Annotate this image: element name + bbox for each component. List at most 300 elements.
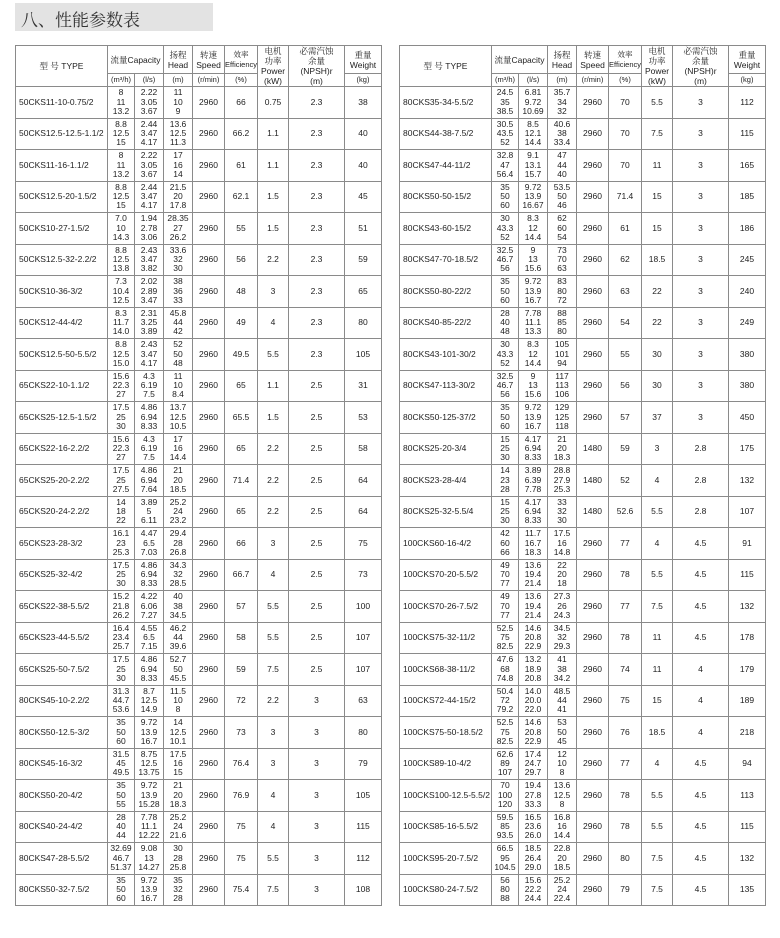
capacity-m3h-cell-value: 35 xyxy=(500,96,510,107)
capacity-ls-cell-value: 16.7 xyxy=(140,735,158,746)
capacity-ls-cell xyxy=(135,780,164,812)
efficiency-header: 效率 Efficiency xyxy=(609,46,642,74)
head-cell-value: 60 xyxy=(557,222,567,233)
capacity-m3h-cell-value: 60 xyxy=(116,735,126,746)
capacity-ls-cell-value: 21.4 xyxy=(524,578,542,589)
model-cell: 65CKS22-16-2.2/2 xyxy=(16,433,108,465)
head-cell-value: 25.2 xyxy=(169,811,187,822)
capacity-m3h-cell-value: 27.5 xyxy=(112,483,130,494)
speed-cell: 1480 xyxy=(577,465,609,497)
capacity-ls-cell xyxy=(135,811,164,843)
power-cell: 2.2 xyxy=(258,465,289,497)
capacity-m3h-cell xyxy=(492,87,519,119)
head-cell xyxy=(548,622,577,654)
head-cell-value: 72 xyxy=(557,294,567,305)
speed-cell: 2960 xyxy=(577,276,609,308)
capacity-ls-cell-value: 6.94 xyxy=(524,506,542,517)
speed-cell: 2960 xyxy=(577,748,609,780)
capacity-m3h-cell-value: 28 xyxy=(500,307,510,318)
head-cell-value: 40 xyxy=(557,168,567,179)
head-cell xyxy=(164,213,193,245)
capacity-ls-cell-value: 13.9 xyxy=(524,411,542,422)
capacity-m3h-cell-value: 23 xyxy=(116,537,126,548)
capacity-ls-cell-value: 2.43 xyxy=(140,244,158,255)
head-cell xyxy=(548,276,577,308)
head-cell xyxy=(164,811,193,843)
capacity-m3h-cell-value: 15.6 xyxy=(112,370,130,381)
capacity-ls-cell-value: 7.5 xyxy=(143,389,155,400)
power-cell: 3 xyxy=(258,276,289,308)
capacity-m3h-cell xyxy=(108,244,135,276)
capacity-ls-cell-value: 9.72 xyxy=(140,874,158,885)
capacity-ls-cell-value: 13.1 xyxy=(524,159,542,170)
capacity-m3h-cell-value: 8 xyxy=(118,150,124,161)
head-cell-value: 50 xyxy=(557,191,567,202)
capacity-m3h-cell xyxy=(108,118,135,150)
capacity-m3h-cell-value: 25 xyxy=(116,411,126,422)
power-header: 电机 功率 Power (kW) xyxy=(642,46,673,87)
capacity-m3h-cell-value: 17.5 xyxy=(112,465,130,476)
weight-cell: 132 xyxy=(729,465,766,497)
head-cell-value: 12.5 xyxy=(169,411,187,422)
capacity-m3h-cell xyxy=(108,591,135,623)
capacity-ls-cell-value: 14.6 xyxy=(524,622,542,633)
capacity-m3h-cell-value: 49 xyxy=(500,559,510,570)
capacity-ls-cell-value: 9 xyxy=(530,244,536,255)
head-cell-value: 12.5 xyxy=(169,726,187,737)
head-cell-value: 27 xyxy=(173,222,183,233)
head-cell-value: 18 xyxy=(557,578,567,589)
head-cell-value: 16 xyxy=(557,821,567,832)
model-cell: 100CKS89-10-4/2 xyxy=(400,748,492,780)
capacity-m3h-cell-value: 52.5 xyxy=(496,717,514,728)
table-row xyxy=(400,402,766,434)
speed-cell: 2960 xyxy=(193,528,225,560)
weight-cell: 185 xyxy=(729,181,766,213)
capacity-m3h-cell-value: 11.7 xyxy=(113,317,129,328)
head-cell xyxy=(164,496,193,528)
capacity-m3h-cell-value: 60 xyxy=(500,294,510,305)
head-cell-value: 63 xyxy=(557,263,567,274)
capacity-ls-cell xyxy=(135,402,164,434)
capacity-m3h-cell xyxy=(492,811,519,843)
power-cell: 3 xyxy=(258,528,289,560)
table-row xyxy=(400,717,766,749)
speed-cell: 1480 xyxy=(577,433,609,465)
capacity-header: 流量Capacity xyxy=(492,46,548,74)
head-cell-value: 26 xyxy=(557,600,567,611)
weight-cell: 132 xyxy=(729,843,766,875)
capacity-m3h-cell-value: 23.4 xyxy=(112,632,130,643)
table-row xyxy=(400,496,766,528)
capacity-m3h-cell xyxy=(108,402,135,434)
model-cell: 100CKS60-16-4/2 xyxy=(400,528,492,560)
head-cell xyxy=(164,370,193,402)
head-cell-value: 10 xyxy=(557,758,567,769)
head-cell-value: 28 xyxy=(173,537,183,548)
capacity-m3h-cell-value: 107 xyxy=(497,767,513,778)
capacity-ls-cell-value: 6.94 xyxy=(140,411,158,422)
head-cell-value: 54 xyxy=(557,231,567,242)
table-row xyxy=(16,591,382,623)
capacity-ls-cell-value: 6.11 xyxy=(141,515,157,526)
capacity-ls-cell-value: 6.06 xyxy=(140,600,158,611)
head-cell-value: 18.3 xyxy=(553,452,571,463)
capacity-m3h-cell-value: 17.5 xyxy=(112,402,130,413)
capacity-m3h-cell xyxy=(492,150,519,182)
capacity-ls-cell xyxy=(519,559,548,591)
speed-cell: 2960 xyxy=(577,591,609,623)
head-cell-value: 24 xyxy=(557,884,567,895)
head-cell-value: 10 xyxy=(173,695,183,706)
capacity-ls-cell-value: 3.47 xyxy=(140,128,158,139)
capacity-ls-cell-value: 9 xyxy=(530,370,536,381)
capacity-m3h-cell xyxy=(492,213,519,245)
capacity-m3h-cell xyxy=(108,528,135,560)
npsh-cell: 2.5 xyxy=(289,591,345,623)
capacity-m3h-cell-value: 8.8 xyxy=(115,244,127,255)
capacity-ls-cell-value: 12.5 xyxy=(140,758,158,769)
head-cell-value: 26.2 xyxy=(169,231,187,242)
capacity-m3h-cell-value: 74.8 xyxy=(496,672,514,683)
efficiency-cell: 77 xyxy=(609,748,642,780)
capacity-m3h-cell-value: 25 xyxy=(116,569,126,580)
capacity-ls-cell-value: 13.9 xyxy=(140,884,158,895)
power-cell: 7.5 xyxy=(258,654,289,686)
table-row xyxy=(16,181,382,213)
head-cell xyxy=(164,307,193,339)
section-title: 八、性能参数表 xyxy=(21,11,140,31)
power-cell: 7.5 xyxy=(642,591,673,623)
capacity-ls-cell-value: 6.5 xyxy=(143,632,155,643)
model-cell: 100CKS70-20-5.5/2 xyxy=(400,559,492,591)
power-cell: 15 xyxy=(642,181,673,213)
head-cell-value: 32 xyxy=(557,105,567,116)
power-cell: 1.1 xyxy=(258,150,289,182)
capacity-ls-cell-value: 9.08 xyxy=(140,843,158,854)
capacity-ls-cell-value: 19.4 xyxy=(524,569,542,580)
capacity-ls-cell xyxy=(135,307,164,339)
head-cell-value: 25.2 xyxy=(553,874,571,885)
table-row xyxy=(400,654,766,686)
capacity-ls-cell xyxy=(135,118,164,150)
speed-cell: 2960 xyxy=(577,118,609,150)
capacity-ls-cell-value: 1.94 xyxy=(140,213,158,224)
npsh-cell: 2.5 xyxy=(289,370,345,402)
weight-cell: 59 xyxy=(345,244,382,276)
npsh-cell: 3 xyxy=(673,181,729,213)
capacity-ls-cell-value: 12.5 xyxy=(140,695,158,706)
head-cell-value: 23.2 xyxy=(169,515,187,526)
power-cell: 4 xyxy=(642,528,673,560)
head-cell-value: 32 xyxy=(173,569,183,580)
capacity-m3h-cell-value: 46.7 xyxy=(112,852,130,863)
head-cell-value: 42 xyxy=(173,326,183,337)
capacity-m3h-cell-value: 56.4 xyxy=(496,168,514,179)
capacity-m3h-cell-value: 12.5 xyxy=(112,128,130,139)
speed-cell: 2960 xyxy=(577,402,609,434)
capacity-ls-cell-value: 22.2 xyxy=(524,884,542,895)
efficiency-cell: 52 xyxy=(609,465,642,497)
speed-header: 转速 Speed xyxy=(193,46,225,74)
capacity-m3h-cell-value: 35 xyxy=(500,276,510,287)
head-cell xyxy=(548,465,577,497)
capacity-m3h-cell-value: 25 xyxy=(116,474,126,485)
head-cell-value: 105 xyxy=(554,339,570,350)
head-cell xyxy=(548,402,577,434)
capacity-ls-cell-value: 16.7 xyxy=(140,893,158,904)
npsh-cell: 3 xyxy=(673,150,729,182)
capacity-ls-cell-value: 8.5 xyxy=(527,118,539,129)
capacity-ls-cell-value: 11.1 xyxy=(141,821,157,832)
capacity-ls-cell-value: 13.6 xyxy=(524,559,542,570)
capacity-ls-cell-value: 14.6 xyxy=(524,717,542,728)
power-cell: 1.1 xyxy=(258,370,289,402)
capacity-ls-cell xyxy=(135,685,164,717)
model-cell: 65CKS25-20-2.2/2 xyxy=(16,465,108,497)
head-cell xyxy=(164,465,193,497)
weight-cell: 79 xyxy=(345,748,382,780)
unit-m3h: (m³/h) xyxy=(492,74,519,87)
capacity-ls-cell-value: 22.9 xyxy=(524,735,542,746)
head-cell-value: 14 xyxy=(173,168,183,179)
head-cell-value: 94 xyxy=(557,357,567,368)
model-cell: 80CKS50-125-37/2 xyxy=(400,402,492,434)
capacity-m3h-cell-value: 30 xyxy=(116,578,126,589)
capacity-m3h-cell-value: 15 xyxy=(500,433,510,444)
capacity-m3h-cell-value: 50 xyxy=(500,191,510,202)
capacity-ls-cell-value: 15.6 xyxy=(524,389,542,400)
model-cell: 80CKS45-16-3/2 xyxy=(16,748,108,780)
capacity-m3h-cell-value: 47.6 xyxy=(496,654,514,665)
head-header: 扬程 Head xyxy=(164,46,193,74)
model-cell: 65CKS23-44-5.5/2 xyxy=(16,622,108,654)
capacity-m3h-cell-value: 30 xyxy=(500,515,510,526)
capacity-m3h-cell-value: 25 xyxy=(500,443,510,454)
unit-speed: (r/min) xyxy=(577,74,609,87)
power-cell: 5.5 xyxy=(642,780,673,812)
head-cell-value: 33 xyxy=(557,496,567,507)
capacity-ls-cell-value: 3.47 xyxy=(140,294,158,305)
model-cell: 80CKS25-32-5.5/4 xyxy=(400,496,492,528)
model-cell: 65CKS25-12.5-1.5/2 xyxy=(16,402,108,434)
head-cell-value: 36 xyxy=(173,285,183,296)
capacity-m3h-cell-value: 59.5 xyxy=(496,811,514,822)
head-cell xyxy=(164,843,193,875)
capacity-m3h-cell-value: 27 xyxy=(116,389,126,400)
head-cell-value: 45 xyxy=(557,735,567,746)
table-row xyxy=(16,843,382,875)
efficiency-cell: 75 xyxy=(609,685,642,717)
capacity-ls-cell-value: 33.3 xyxy=(524,798,542,809)
capacity-m3h-cell-value: 14.0 xyxy=(112,326,130,337)
table-row xyxy=(400,465,766,497)
capacity-ls-cell-value: 4.17 xyxy=(140,137,158,148)
model-cell: 80CKS47-70-18.5/2 xyxy=(400,244,492,276)
power-cell: 2.2 xyxy=(258,685,289,717)
head-cell-value: 34.2 xyxy=(553,672,571,683)
capacity-m3h-cell-value: 31.3 xyxy=(112,685,130,696)
capacity-m3h-cell-value: 15.2 xyxy=(112,591,130,602)
capacity-ls-cell-value: 7.78 xyxy=(524,483,542,494)
table-row xyxy=(16,528,382,560)
head-cell-value: 14.8 xyxy=(553,546,571,557)
capacity-ls-cell-value: 7.5 xyxy=(143,452,155,463)
speed-cell: 2960 xyxy=(193,433,225,465)
capacity-m3h-cell-value: 50.4 xyxy=(496,685,514,696)
model-cell: 50CKS12-44-4/2 xyxy=(16,307,108,339)
capacity-m3h-cell-value: 89 xyxy=(500,758,510,769)
speed-cell: 2960 xyxy=(193,370,225,402)
head-cell-value: 32 xyxy=(173,254,183,265)
capacity-ls-cell-value: 16.67 xyxy=(522,200,544,211)
speed-cell: 2960 xyxy=(577,370,609,402)
head-cell-value: 16 xyxy=(173,443,183,454)
capacity-ls-cell-value: 7.27 xyxy=(140,609,158,620)
capacity-ls-cell xyxy=(135,339,164,371)
model-cell: 100CKS100-12.5-5.5/2 xyxy=(400,780,492,812)
capacity-m3h-cell xyxy=(108,496,135,528)
capacity-m3h-cell-value: 56 xyxy=(500,874,510,885)
capacity-m3h-cell xyxy=(108,874,135,906)
capacity-ls-cell-value: 29.0 xyxy=(524,861,542,872)
capacity-ls-cell-value: 6.81 xyxy=(524,87,542,98)
head-cell-value: 21 xyxy=(173,780,183,791)
speed-cell: 2960 xyxy=(577,654,609,686)
capacity-ls-cell-value: 9.72 xyxy=(524,276,542,287)
capacity-ls-cell-value: 23.6 xyxy=(524,821,542,832)
capacity-ls-cell-value: 15.6 xyxy=(524,874,542,885)
capacity-m3h-cell-value: 62.6 xyxy=(496,748,514,759)
capacity-ls-cell-value: 14.27 xyxy=(138,861,160,872)
capacity-ls-cell-value: 15.7 xyxy=(524,168,542,179)
speed-cell: 2960 xyxy=(193,843,225,875)
capacity-ls-cell xyxy=(519,244,548,276)
head-cell-value: 14.4 xyxy=(169,452,187,463)
capacity-ls-cell-value: 2.22 xyxy=(140,150,158,161)
capacity-m3h-cell-value: 15 xyxy=(500,496,510,507)
section-title-bar xyxy=(15,3,213,31)
head-cell-value: 11.3 xyxy=(170,137,186,148)
capacity-m3h-cell-value: 25 xyxy=(116,663,126,674)
table-row xyxy=(400,685,766,717)
weight-cell: 115 xyxy=(345,811,382,843)
table-row xyxy=(16,780,382,812)
capacity-m3h-cell-value: 35 xyxy=(500,402,510,413)
capacity-m3h-cell-value: 55 xyxy=(116,798,126,809)
npsh-cell: 4.5 xyxy=(673,528,729,560)
capacity-ls-cell xyxy=(519,433,548,465)
capacity-m3h-cell-value: 52 xyxy=(500,357,510,368)
model-header: 型 号 TYPE xyxy=(16,46,108,87)
table-row xyxy=(400,181,766,213)
capacity-ls-cell xyxy=(135,87,164,119)
capacity-ls-cell-value: 2.44 xyxy=(140,118,158,129)
capacity-m3h-cell-value: 32.8 xyxy=(496,150,514,161)
capacity-ls-cell-value: 15.6 xyxy=(524,263,542,274)
table-row xyxy=(16,685,382,717)
speed-cell: 2960 xyxy=(577,874,609,906)
head-cell xyxy=(164,528,193,560)
capacity-ls-cell xyxy=(519,717,548,749)
capacity-ls-cell-value: 20.8 xyxy=(524,632,542,643)
efficiency-cell: 62 xyxy=(609,244,642,276)
capacity-m3h-cell xyxy=(108,307,135,339)
capacity-m3h-cell-value: 30 xyxy=(500,339,510,350)
capacity-ls-cell xyxy=(519,748,548,780)
efficiency-cell: 49.5 xyxy=(225,339,258,371)
capacity-ls-cell-value: 2.02 xyxy=(140,276,158,287)
weight-cell: 53 xyxy=(345,402,382,434)
power-cell: 4 xyxy=(642,748,673,780)
npsh-cell: 2.8 xyxy=(673,433,729,465)
head-cell xyxy=(164,433,193,465)
capacity-m3h-cell-value: 46.7 xyxy=(496,380,514,391)
head-cell-value: 40 xyxy=(173,591,183,602)
head-cell xyxy=(548,591,577,623)
capacity-ls-cell-value: 6.94 xyxy=(140,663,158,674)
capacity-ls-cell xyxy=(519,118,548,150)
capacity-ls-cell-value: 13.2 xyxy=(524,654,542,665)
efficiency-cell: 55 xyxy=(225,213,258,245)
unit-eff: (%) xyxy=(225,74,258,87)
head-cell-value: 20 xyxy=(173,789,183,800)
head-cell-value: 52.7 xyxy=(169,654,187,665)
capacity-m3h-cell-value: 15 xyxy=(116,200,126,211)
npsh-cell: 3 xyxy=(289,685,345,717)
capacity-m3h-cell-value: 44.7 xyxy=(112,695,130,706)
power-cell: 2.2 xyxy=(258,496,289,528)
efficiency-cell: 55 xyxy=(609,339,642,371)
efficiency-cell: 71.4 xyxy=(609,181,642,213)
model-cell: 50CKS12.5-32-2.2/2 xyxy=(16,244,108,276)
head-cell-value: 12.5 xyxy=(553,789,571,800)
head-cell-value: 13.6 xyxy=(553,780,571,791)
capacity-ls-cell-value: 13 xyxy=(528,380,538,391)
model-cell: 100CKS85-16-5.5/2 xyxy=(400,811,492,843)
head-cell-value: 35.7 xyxy=(553,87,571,98)
table-row xyxy=(400,433,766,465)
capacity-ls-cell-value: 13.6 xyxy=(524,591,542,602)
weight-cell: 186 xyxy=(729,213,766,245)
capacity-m3h-cell-value: 50 xyxy=(500,411,510,422)
efficiency-cell: 56 xyxy=(609,370,642,402)
head-cell-value: 35 xyxy=(173,874,183,885)
capacity-ls-cell-value: 2.31 xyxy=(140,307,158,318)
head-cell-value: 80 xyxy=(557,326,567,337)
efficiency-cell: 74 xyxy=(609,654,642,686)
capacity-m3h-cell-value: 45 xyxy=(116,758,126,769)
capacity-m3h-cell xyxy=(492,402,519,434)
head-cell-value: 52 xyxy=(173,339,183,350)
capacity-m3h-cell xyxy=(492,748,519,780)
power-cell: 5.5 xyxy=(258,591,289,623)
npsh-cell: 2.5 xyxy=(289,402,345,434)
power-cell: 1.5 xyxy=(258,181,289,213)
head-cell-value: 16 xyxy=(557,537,567,548)
npsh-cell: 2.5 xyxy=(289,622,345,654)
head-cell-value: 8 xyxy=(175,704,181,715)
capacity-m3h-cell-value: 51.37 xyxy=(110,861,132,872)
capacity-m3h-cell xyxy=(108,748,135,780)
model-cell: 65CKS22-38-5.5/2 xyxy=(16,591,108,623)
weight-cell: 63 xyxy=(345,685,382,717)
capacity-ls-cell xyxy=(135,559,164,591)
npsh-cell: 4 xyxy=(673,654,729,686)
npsh-cell: 2.3 xyxy=(289,307,345,339)
model-cell: 80CKS47-28-5.5/2 xyxy=(16,843,108,875)
head-cell-value: 12.5 xyxy=(169,128,187,139)
